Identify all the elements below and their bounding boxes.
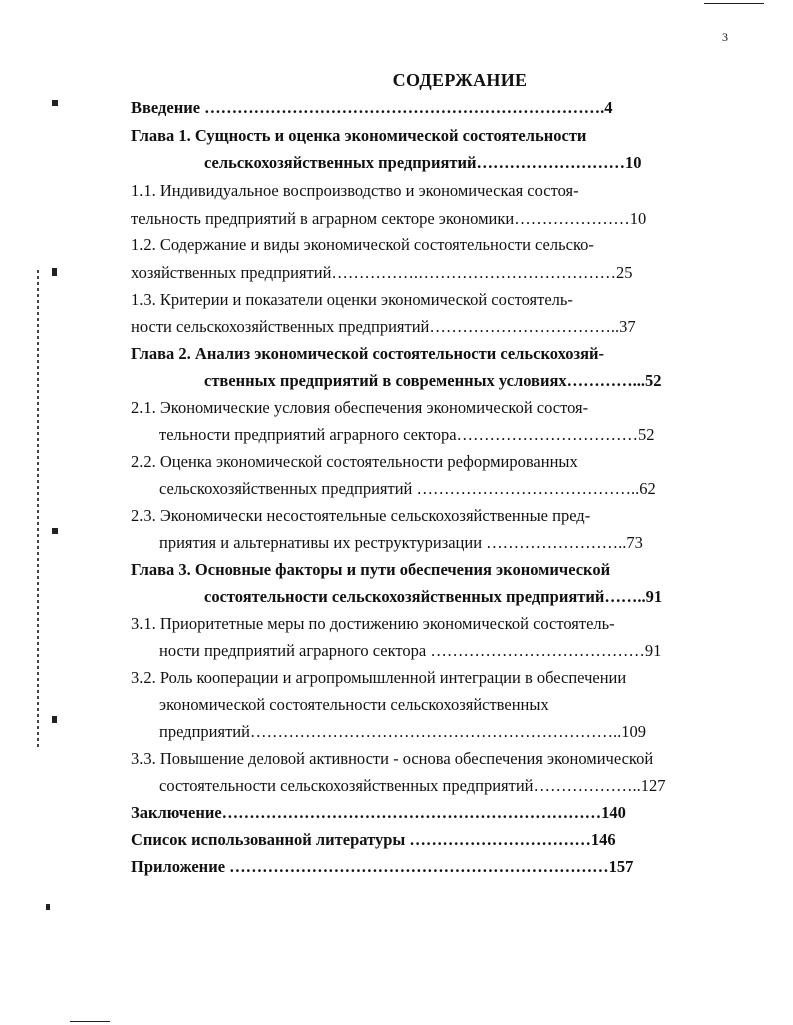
toc-entry-appendix: Приложение ……………………………………………………………157 [131,857,634,876]
toc-section-1-3-cont: ности сельскохозяйственных предприятий……………………………..37 [131,317,636,336]
toc-chapter-1-title-cont: сельскохозяйственных предприятий………………………10 [204,153,642,172]
toc-section-3-2-cont2: предприятий…………………………………………………………..109 [159,722,646,741]
scan-artifact-mark [52,528,58,534]
toc-section-1-2-cont: хозяйственных предприятий…………….………………………………25 [131,263,633,282]
toc-section-3-2-cont: экономической состоятельности сельскохозяйственных [159,695,549,714]
toc-chapter-1-title: Глава 1. Сущность и оценка экономической состоятельности [131,126,587,145]
toc-section-1-2: 1.2. Содержание и виды экономической состоятельности сельско- [131,235,594,254]
toc-section-3-1: 3.1. Приоритетные меры по достижению экономической состоятель- [131,614,615,633]
toc-chapter-2-title: Глава 2. Анализ экономической состоятельности сельскохозяй- [131,344,605,363]
toc-section-1-1: 1.1. Индивидуальное воспроизводство и экономическая состоя- [131,181,579,200]
toc-entry-references: Список использованной литературы ……………………………146 [131,830,616,849]
toc-chapter-2-title-cont: ственных предприятий в современных условиях…………...52 [204,371,662,390]
toc-entry-conclusion: Заключение……………………………………………………………140 [131,803,626,822]
scan-artifact-mark [52,100,58,106]
toc-section-2-1: 2.1. Экономические условия обеспечения экономической состоя- [131,398,589,417]
toc-section-3-3: 3.3. Повышение деловой активности - основа обеспечения экономической [131,749,654,768]
toc-section-3-1-cont: ности предприятий аграрного сектора …………………………………91 [159,641,662,660]
toc-chapter-3-title-cont: состоятельности сельскохозяйственных предприятий……..91 [204,587,663,606]
toc-section-2-2: 2.2. Оценка экономической состоятельности реформированных [131,452,578,471]
toc-section-2-3: 2.3. Экономически несостоятельные сельскохозяйственные пред- [131,506,591,525]
toc-entry-introduction: Введение ……………………………………………………………….4 [131,98,613,117]
toc-section-2-3-cont: приятия и альтернативы их реструктуризации ……………………..73 [159,533,643,552]
scan-artifact-line [37,270,39,750]
toc-section-3-3-cont: состоятельности сельскохозяйственных предприятий………………..127 [159,776,666,795]
page-title: СОДЕРЖАНИЕ [392,70,528,90]
page-number: 3 [722,30,728,44]
toc-section-3-2: 3.2. Роль кооперации и агропромышленной интеграции в обеспечении [131,668,627,687]
scan-artifact-mark [704,3,764,4]
toc-section-1-1-cont: тельность предприятий в аграрном секторе экономики…………………10 [131,209,647,228]
toc-chapter-3-title: Глава 3. Основные факторы и пути обеспечения экономической [131,560,611,579]
scan-artifact-mark [46,904,50,910]
scan-artifact-mark [52,268,57,276]
scan-artifact-mark [52,716,57,723]
toc-section-2-2-cont: сельскохозяйственных предприятий …………………………………..62 [159,479,656,498]
scan-artifact-mark [70,1021,110,1022]
toc-section-2-1-cont: тельности предприятий аграрного сектора……………………………52 [159,425,655,444]
toc-section-1-3: 1.3. Критерии и показатели оценки экономической состоятель- [131,290,573,309]
